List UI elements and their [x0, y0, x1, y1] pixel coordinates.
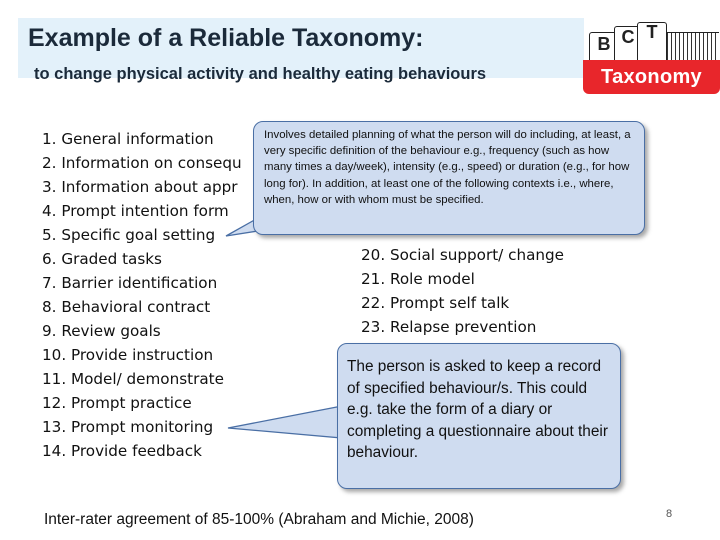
callout-prompt-monitoring: The person is asked to keep a record of specified behaviour/s. This could e.g. take the form of a diary or completing a questionnaire about their behaviour.: [337, 343, 621, 489]
logo-letter-c: C: [614, 26, 642, 67]
list-item: 5. Specific goal setting: [42, 226, 216, 244]
logo-letter-t: T: [637, 22, 667, 67]
list-item: 20. Social support/ change: [361, 246, 564, 264]
list-item: 9. Review goals: [42, 322, 161, 340]
callout-goal-setting: Involves detailed planning of what the person will do including, at least, a very specific definition of the behaviour e.g., frequency (such as how many times a day/week), intensity (e.g., speed) or duration (e.g., for how long for). In addition, at least one of the following contexts i.e., where, when, how or with whom must be specified.: [253, 121, 645, 235]
list-item: 8. Behavioral contract: [42, 298, 211, 316]
slide-subtitle: to change physical activity and healthy eating behaviours: [34, 65, 487, 83]
list-item: 14. Provide feedback: [42, 442, 202, 460]
page-number: 8: [666, 508, 673, 520]
list-item: 11. Model/ demonstrate: [42, 370, 224, 388]
list-item: 1. General information: [42, 130, 214, 148]
list-item: 13. Prompt monitoring: [42, 418, 214, 436]
callout-bottom-pointer: [222, 398, 352, 448]
logo-letter-b: B: [589, 32, 619, 67]
list-item: 6. Graded tasks: [42, 250, 162, 268]
list-item: 3. Information about appr: [42, 178, 238, 196]
list-item: 21. Role model: [361, 270, 475, 288]
slide-title: Example of a Reliable Taxonomy:: [28, 24, 424, 52]
technique-list-right: [361, 243, 621, 339]
list-item: 10. Provide instruction: [42, 346, 214, 364]
list-item: 22. Prompt self talk: [361, 294, 510, 312]
list-item: 23. Relapse prevention: [361, 318, 537, 336]
list-item: 12. Prompt practice: [42, 394, 192, 412]
logo-stripes: [667, 32, 719, 63]
list-item: 7. Barrier identification: [42, 274, 218, 292]
bct-taxonomy-logo: [583, 22, 720, 96]
footer-note: Inter-rater agreement of 85-100% (Abraham and Michie, 2008): [44, 511, 474, 528]
list-item: 4. Prompt intention form: [42, 202, 229, 220]
list-item: 2. Information on consequ: [42, 154, 242, 172]
logo-word: Taxonomy: [583, 60, 720, 94]
